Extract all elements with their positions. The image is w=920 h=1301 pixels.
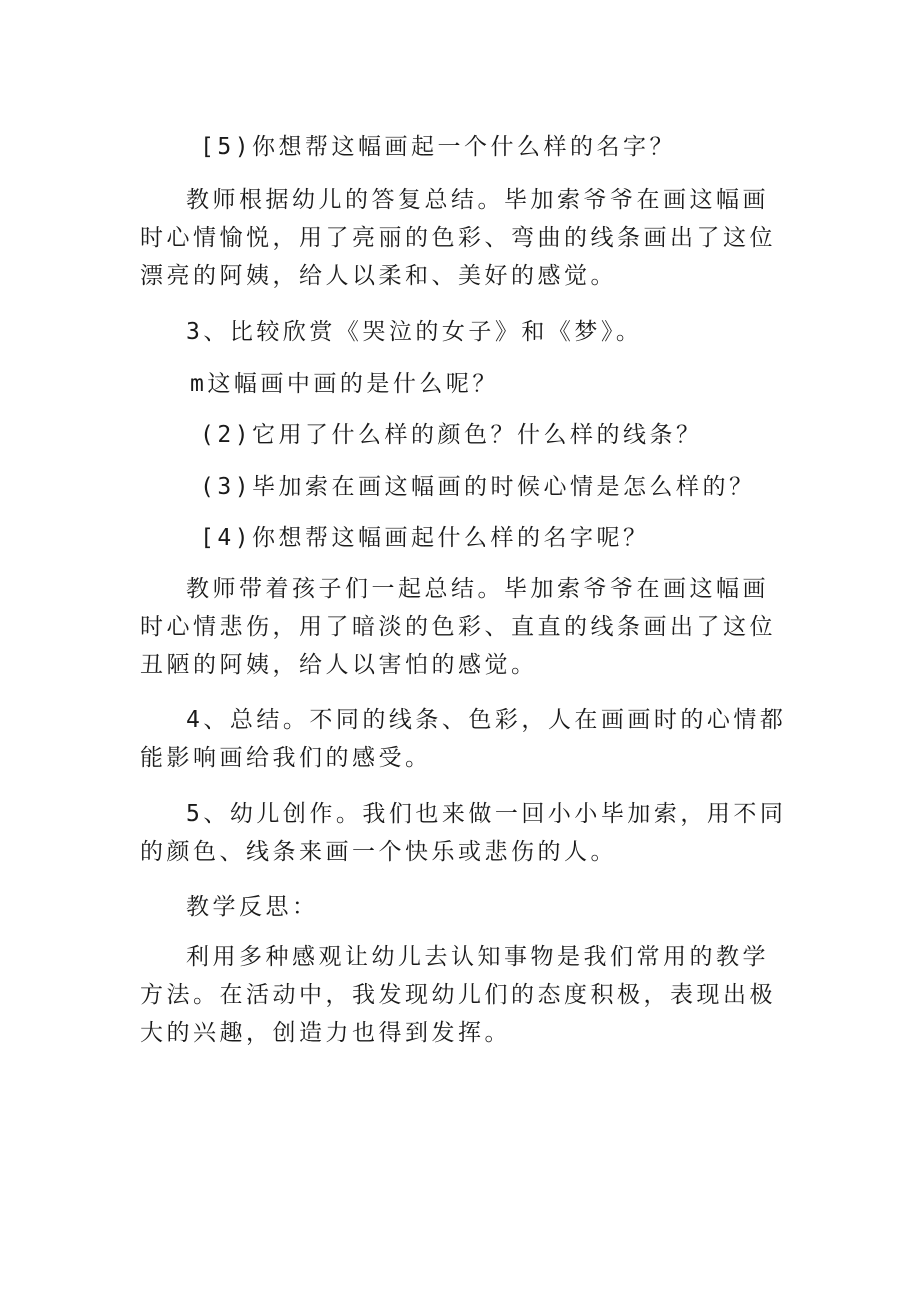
step-5-creation: 5、幼儿创作。我们也来做一回小小毕加索，用不同的颜色、线条来画一个快乐或悲伤的人。 [140, 801, 787, 865]
step-3-heading: 3、比较欣赏《哭泣的女子》和《梦》。 [186, 319, 643, 345]
question-1: m这幅画中画的是什么呢？ [190, 371, 499, 397]
reflection-body: 利用多种感观让幼儿去认知事物是我们常用的教学方法。在活动中，我发现幼儿们的态度积极，表现出极大的兴趣，创造力也得到发挥。 [140, 944, 776, 1046]
teacher-summary-2: 教师带着孩子们一起总结。毕加索爷爷在画这幅画时心情悲伤，用了暗淡的色彩、直直的线条画出了这位丑陋的阿姨，给人以害怕的感觉。 [140, 576, 776, 678]
teacher-summary-1: 教师根据幼儿的答复总结。毕加索爷爷在画这幅画时心情愉悦，用了亮丽的色彩、弯曲的线条画出了这位漂亮的阿姨，给人以柔和、美好的感觉。 [140, 187, 776, 289]
question-4: [4)你想帮这幅画起什么样的名字呢？ [200, 525, 650, 551]
reflection-heading: 教学反思： [186, 894, 319, 920]
question-5: [5)你想帮这幅画起一个什么样的名字？ [200, 134, 677, 160]
question-2: (2)它用了什么样的颜色？什么样的线条？ [200, 422, 703, 448]
step-4-summary: 4、总结。不同的线条、色彩，人在画画时的心情都能影响画给我们的感受。 [140, 707, 787, 771]
question-3: (3)毕加索在画这幅画的时候心情是怎么样的？ [200, 474, 756, 500]
